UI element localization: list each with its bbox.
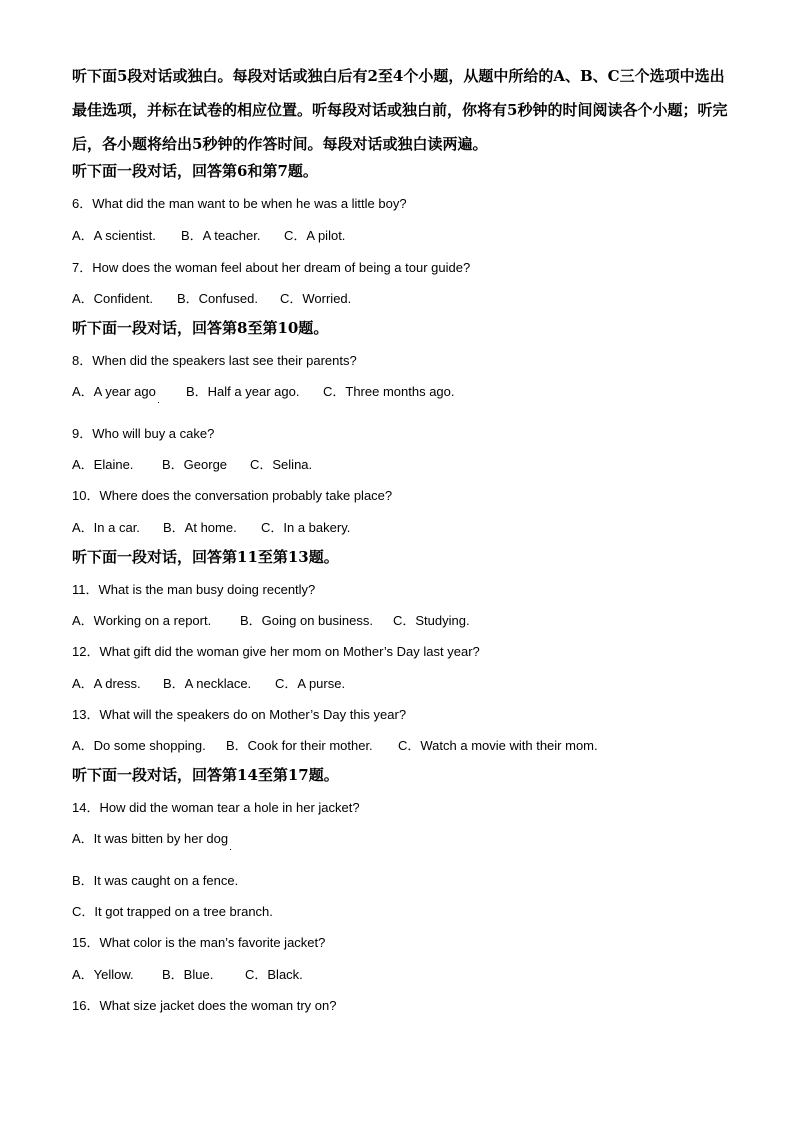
- question-7-option-a: A．Confident.: [72, 291, 153, 306]
- question-11-option-b: B．Going on business.: [240, 613, 373, 628]
- question-10-option-c: C．In a bakery.: [261, 520, 351, 535]
- listening-instructions: 听下面5段对话或独白。每段对话或独白后有2至4个小题，从题中所给的A、B、C三个选项中选出最佳选项，并标在试卷的相应位置。听每段对话或独白前，你将有5秒钟的时间阅读各个小题；听完后，各小题将给出5秒钟的作答时间。每段对话或独白读两遍。: [72, 67, 728, 153]
- section-heading-8-10: 听下面一段对话，回答第8至第10题。: [72, 319, 329, 337]
- question-12-option-c: C．A purse.: [275, 676, 346, 691]
- question-11-option-c: C．Studying.: [393, 613, 470, 628]
- question-13-option-c: C．Watch a movie with their mom.: [398, 738, 598, 753]
- question-6-option-a: A．A scientist.: [72, 228, 156, 243]
- question-7-option-c: C．Worried.: [280, 291, 352, 306]
- question-16-stem: 16．What size jacket does the woman try on?: [72, 998, 337, 1013]
- question-10-option-b: B．At home.: [163, 520, 237, 535]
- question-12-stem: 12．What gift did the woman give her mom on Mother’s Day last year?: [72, 644, 480, 659]
- section-heading-6-7: 听下面一段对话，回答第6和第7题。: [72, 162, 318, 180]
- section-heading-11-13: 听下面一段对话，回答第11至第13题。: [72, 548, 339, 566]
- section-heading-14-17: 听下面一段对话，回答第14至第17题。: [72, 766, 339, 784]
- question-7-stem: 7．How does the woman feel about her dream of being a tour guide?: [72, 260, 471, 275]
- question-6-stem: 6．What did the man want to be when he was a little boy?: [72, 196, 407, 211]
- question-7-option-b: B．Confused.: [177, 291, 258, 306]
- question-14-stem: 14．How did the woman tear a hole in her jacket?: [72, 800, 360, 815]
- question-15-option-c: C．Black.: [245, 967, 303, 982]
- question-6-option-b: B．A teacher.: [181, 228, 261, 243]
- question-9-option-a: A．Elaine.: [72, 457, 134, 472]
- question-12-option-b: B．A necklace.: [163, 676, 252, 691]
- question-13-stem: 13．What will the speakers do on Mother’s Day this year?: [72, 707, 407, 722]
- question-8-stem: 8．When did the speakers last see their parents?: [72, 353, 357, 368]
- question-15-option-b: B．Blue.: [162, 967, 214, 982]
- question-10-stem: 10．Where does the conversation probably take place?: [72, 488, 393, 503]
- question-9-option-c: C．Selina.: [250, 457, 313, 472]
- question-12-option-a: A．A dress.: [72, 676, 141, 691]
- question-8-option-a: A．A year ago: [72, 384, 156, 399]
- question-15-stem: 15．What color is the man’s favorite jacket?: [72, 935, 326, 950]
- question-8-option-b: B．Half a year ago.: [186, 384, 300, 399]
- question-6-option-c: C．A pilot.: [284, 228, 346, 243]
- question-9-stem: 9．Who will buy a cake?: [72, 426, 215, 441]
- stray-mark: [230, 849, 231, 850]
- question-9-option-b: B．George: [162, 457, 228, 472]
- stray-mark: [158, 402, 159, 403]
- question-13-option-a: A．Do some shopping.: [72, 738, 206, 753]
- question-15-option-a: A．Yellow.: [72, 967, 134, 982]
- question-13-option-b: B．Cook for their mother.: [226, 738, 373, 753]
- question-11-option-a: A．Working on a report.: [72, 613, 212, 628]
- question-14-option-b: B．It was caught on a fence.: [72, 873, 239, 888]
- question-11-stem: 11．What is the man busy doing recently?: [72, 582, 316, 597]
- question-10-option-a: A．In a car.: [72, 520, 140, 535]
- question-14-option-c: C．It got trapped on a tree branch.: [72, 904, 273, 919]
- question-14-option-a: A．It was bitten by her dog: [72, 831, 229, 846]
- question-8-option-c: C．Three months ago.: [323, 384, 455, 399]
